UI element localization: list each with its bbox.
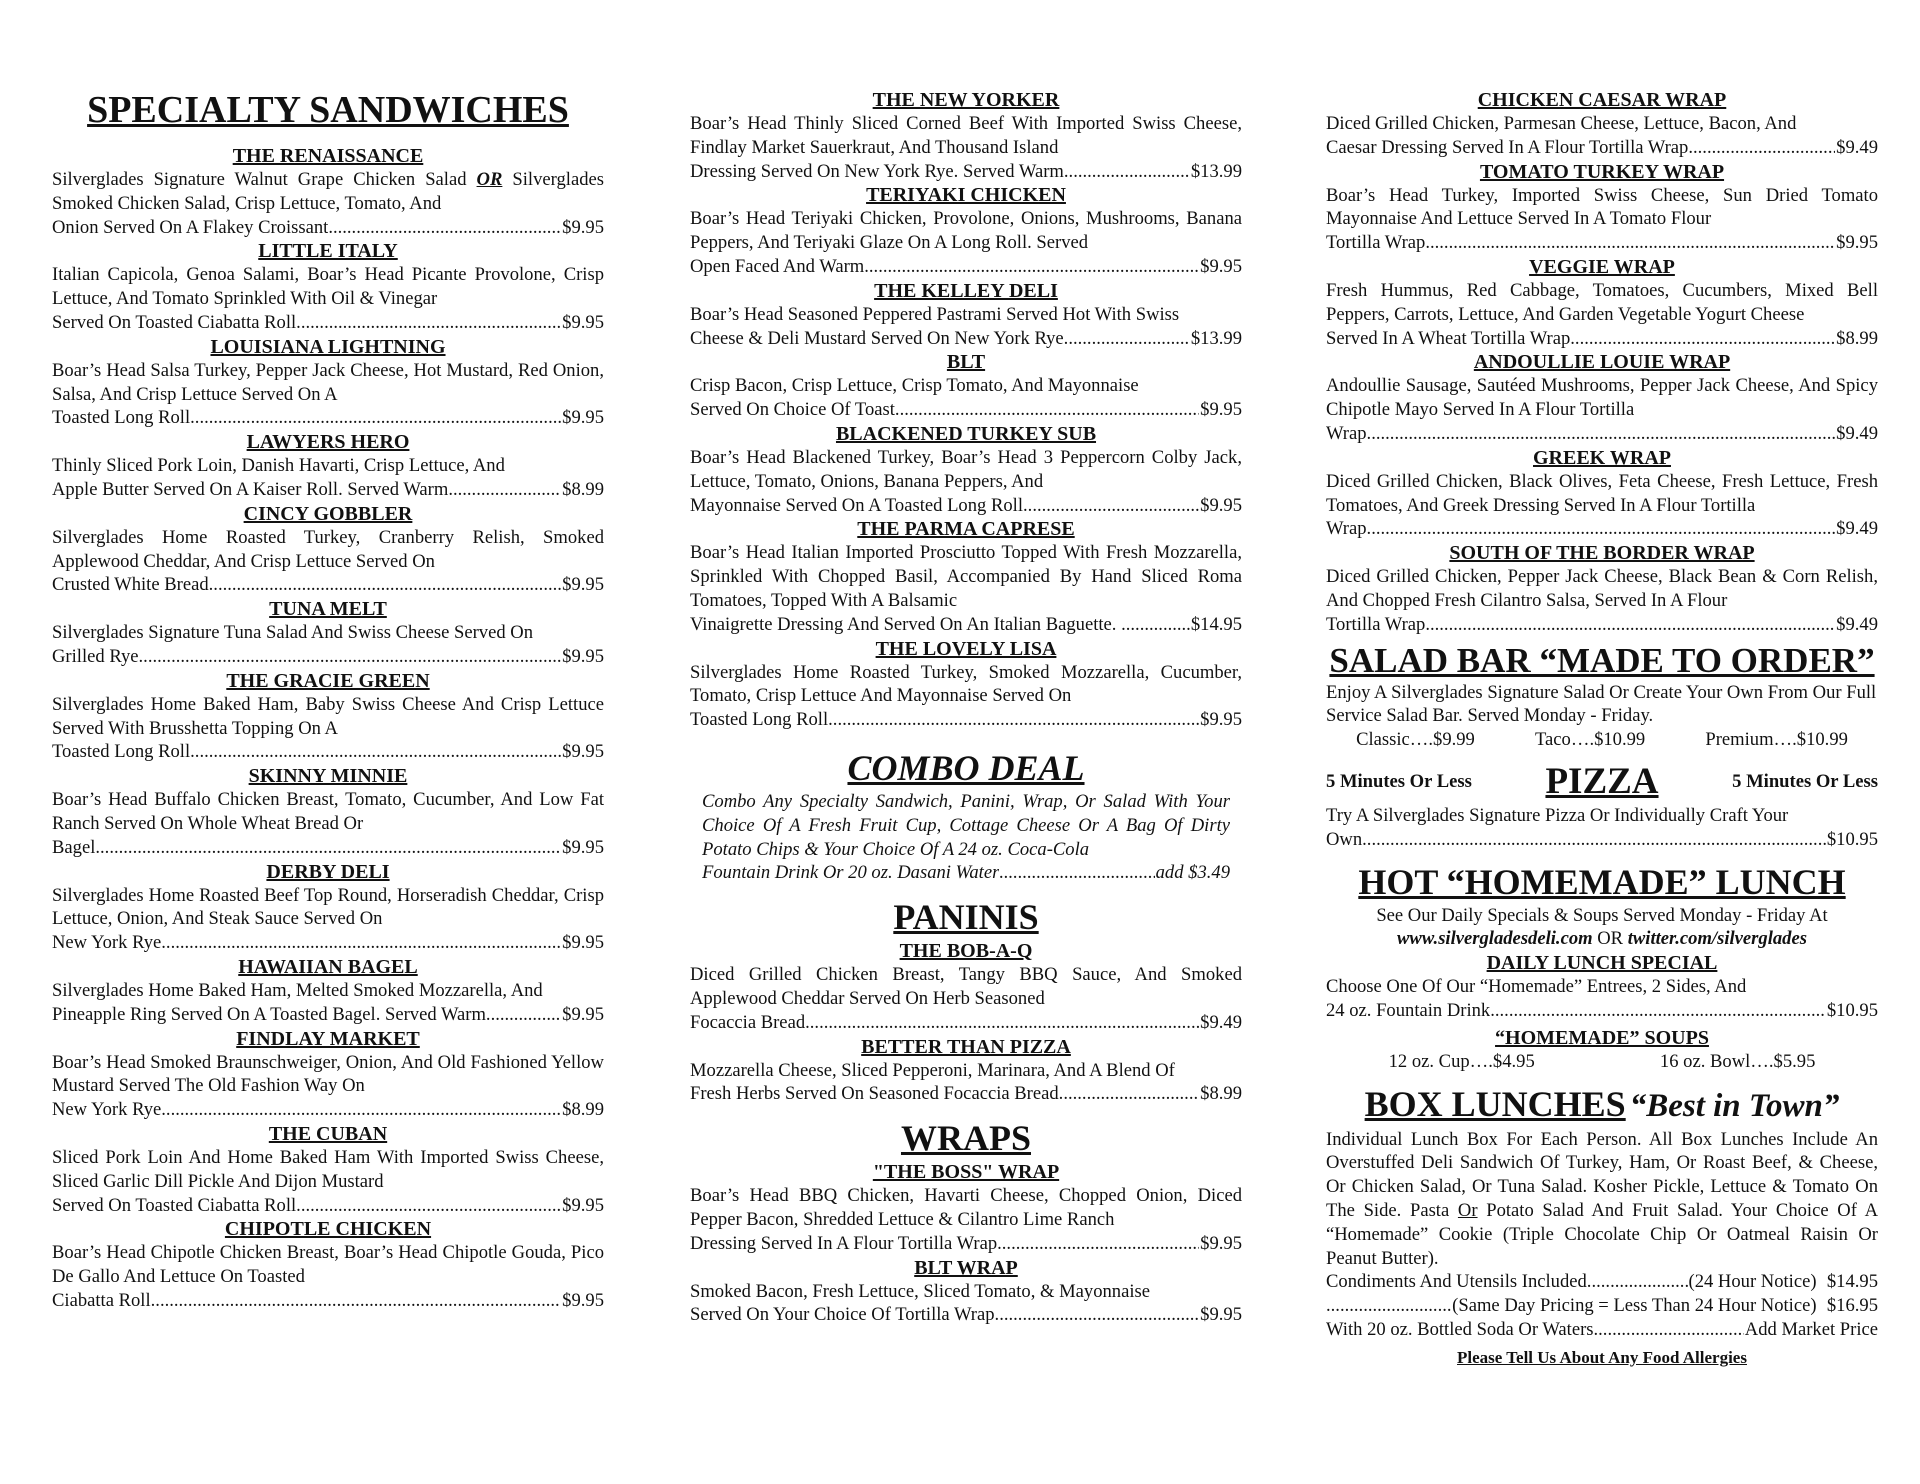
price-line: Focaccia Bread ..... $9.49: [690, 1011, 1242, 1035]
item-name: CINCY GOBBLER: [243, 502, 413, 525]
item-name: TUNA MELT: [269, 598, 387, 621]
price: $9.49: [1836, 136, 1878, 158]
menu-item: [1326, 446, 1878, 541]
item-description: Smoked Bacon, Fresh Lettuce, Sliced Tomato, & Mayonnaise: [690, 1280, 1151, 1302]
item-name: THE KELLEY DELI: [874, 279, 1058, 302]
item-description: Silverglades Signature Tuna Salad And Swiss Cheese Served On: [52, 622, 534, 644]
box-lunch-title: BOX LUNCHES: [1364, 1083, 1626, 1124]
menu-item: [690, 1035, 1242, 1107]
column-right: [1326, 88, 1878, 1370]
price: $9.95: [1200, 494, 1242, 516]
price-line: Tortilla Wrap ..... $9.49: [1326, 613, 1878, 637]
menu-item: [690, 517, 1242, 636]
soups-name: “HOMEMADE” SOUPS: [1495, 1026, 1709, 1049]
item-name: DERBY DELI: [266, 860, 390, 883]
specialty-title: SPECIALTY SANDWICHES: [87, 89, 569, 131]
soup-bowl: 16 oz. Bowl….$5.95: [1659, 1050, 1816, 1072]
menu-item: [690, 279, 1242, 351]
item-name: BLT: [946, 351, 986, 374]
item-description: Silverglades Home Roasted Turkey, Cranberry Relish, Smoked Applewood Cheddar, And Crisp Lettuce Served On: [52, 526, 604, 572]
price: $9.95: [562, 836, 604, 858]
paninis-title: PANINIS: [893, 897, 1039, 938]
hot-lunch-line: See Our Daily Specials & Soups Served Monday - Friday At: [1376, 904, 1828, 926]
box-lunch-tagline: “Best in Town”: [1629, 1087, 1840, 1124]
price: $9.95: [562, 311, 604, 333]
price: $9.95: [562, 645, 604, 667]
price-line: Cheese & Deli Mustard Served On New York Rye ..... $13.99: [690, 327, 1242, 351]
menu-item: [52, 430, 604, 502]
price-line: Grilled Rye ..... $9.95: [52, 645, 604, 669]
combo-price: add $3.49: [1155, 862, 1230, 884]
item-description: Silverglades Home Baked Ham, Baby Swiss Cheese And Crisp Lettuce Served With Brusshetta Topping On A: [52, 693, 604, 739]
price-line: New York Rye ..... $8.99: [52, 1098, 604, 1122]
price-line: Served On Toasted Ciabatta Roll ..... $9.95: [52, 1194, 604, 1218]
price: $8.99: [562, 478, 604, 500]
price-line: Ciabatta Roll ..... $9.95: [52, 1289, 604, 1313]
menu-item: [52, 144, 604, 239]
price: $8.99: [562, 1099, 604, 1121]
item-name: HAWAIIAN BAGEL: [238, 955, 418, 978]
price-line: Crusted White Bread ..... $9.95: [52, 573, 604, 597]
menu-item: [690, 1160, 1242, 1255]
item-name: FINDLAY MARKET: [236, 1027, 420, 1050]
menu-item: [690, 422, 1242, 517]
soup-cup: 12 oz. Cup….$4.95: [1388, 1050, 1535, 1072]
item-description: Boar’s Head Buffalo Chicken Breast, Tomato, Cucumber, And Low Fat Ranch Served On Whole Wheat Bread Or: [52, 789, 604, 834]
price-line: New York Rye ..... $9.95: [52, 931, 604, 955]
salad-title: SALAD BAR “MADE TO ORDER”: [1329, 640, 1875, 680]
menu-item: [52, 669, 604, 764]
menu-item: [1326, 160, 1878, 255]
salad-prices: [1326, 728, 1878, 752]
item-description: Diced Grilled Chicken, Pepper Jack Cheese, Black Bean & Corn Relish, And Chopped Fresh Cilantro Salsa, Served In A Flour: [1326, 566, 1878, 611]
price-line: Dressing Served On New York Rye. Served Warm ..... $13.99: [690, 160, 1242, 184]
twitter-link[interactable]: twitter.com/silverglades: [1627, 928, 1807, 950]
item-description: Silverglades Signature Walnut Grape Chicken Salad OR Silverglades Smoked Chicken Salad, Crisp Lettuce, Tomato, And: [52, 169, 604, 214]
price: $9.95: [562, 741, 604, 763]
price-line: Open Faced And Warm ..... $9.95: [690, 255, 1242, 279]
column-middle: [690, 88, 1242, 1327]
price: $13.99: [1190, 160, 1242, 182]
wraps-title: WRAPS: [900, 1118, 1031, 1159]
price: $9.95: [562, 407, 604, 429]
box-price-2: $16.95: [1826, 1295, 1878, 1317]
price-line: Vinaigrette Dressing And Served On An Italian Baguette. . ..... $14.95: [690, 613, 1242, 637]
item-name: CHICKEN CAESAR WRAP: [1477, 89, 1727, 111]
item-name: TERIYAKI CHICKEN: [866, 184, 1066, 207]
item-name: SOUTH OF THE BORDER WRAP: [1449, 542, 1755, 565]
item-description: Boar’s Head Smoked Braunschweiger, Onion, And Old Fashioned Yellow Mustard Served The Old Fashion Way On: [52, 1051, 604, 1097]
price: $9.95: [1200, 255, 1242, 277]
item-name: LAWYERS HERO: [246, 431, 410, 454]
salad-premium: Premium….$10.99: [1705, 729, 1848, 751]
price-line: Served On Your Choice Of Tortilla Wrap ..... $9.95: [690, 1303, 1242, 1327]
item-name: CHIPOTLE CHICKEN: [224, 1218, 432, 1241]
box-price-line-2: ..... (Same Day Pricing = Less Than 24 Hour Notice) $16.95: [1326, 1294, 1878, 1318]
item-name: LOUISIANA LIGHTNING: [210, 335, 446, 358]
menu-item: [52, 764, 604, 859]
item-description: Silverglades Home Baked Ham, Melted Smoked Mozzarella, And: [52, 979, 543, 1001]
price-line: Wrap ..... $9.49: [1326, 422, 1878, 446]
item-description: Silverglades Home Roasted Beef Top Round, Horseradish Cheddar, Crisp Lettuce, Onion, And Steak Sauce Served On: [52, 884, 604, 930]
pizza-price-line: Own ..... $10.95: [1326, 828, 1878, 852]
price: $9.95: [1200, 709, 1242, 731]
item-name: TOMATO TURKEY WRAP: [1479, 160, 1725, 183]
daily-special-price-line: 24 oz. Fountain Drink ..... $10.95: [1326, 999, 1878, 1023]
item-name: BETTER THAN PIZZA: [861, 1035, 1071, 1058]
item-description: Diced Grilled Chicken, Black Olives, Feta Cheese, Fresh Lettuce, Fresh Tomatoes, And Greek Dressing Served In A Flour Tortilla: [1326, 470, 1878, 516]
item-name: THE GRACIE GREEN: [226, 669, 430, 692]
item-name: GREEK WRAP: [1533, 446, 1671, 469]
price-line: Apple Butter Served On A Kaiser Roll. Served Warm ..... $8.99: [52, 478, 604, 502]
item-name: LITTLE ITALY: [258, 240, 398, 263]
price: $9.49: [1836, 518, 1878, 540]
hot-lunch-title: HOT “HOMEMADE” LUNCH: [1358, 861, 1846, 902]
menu-item: [690, 183, 1242, 278]
pizza-description: Try A Silverglades Signature Pizza Or Individually Craft Your: [1326, 804, 1789, 826]
price-line: Onion Served On A Flakey Croissant ..... $9.95: [52, 216, 604, 240]
menu-item: [52, 860, 604, 955]
price-line: Toasted Long Roll ..... $9.95: [690, 708, 1242, 732]
item-description: Mozzarella Cheese, Sliced Pepperoni, Marinara, And A Blend Of: [690, 1059, 1175, 1081]
menu-item: [690, 637, 1242, 732]
salad-description: Enjoy A Silverglades Signature Salad Or Create Your Own From Our Full Service Salad Bar. Served Monday - Friday.: [1326, 681, 1877, 727]
menu-item: [690, 939, 1242, 1034]
daily-special-price: $10.95: [1826, 999, 1878, 1021]
price: $9.95: [562, 1289, 604, 1311]
item-name: BLT WRAP: [914, 1256, 1018, 1279]
item-description: Boar’s Head Teriyaki Chicken, Provolone, Onions, Mushrooms, Banana Peppers, And Teriyaki Glaze On A Long Roll. Served: [690, 208, 1242, 254]
price-line: Dressing Served In A Flour Tortilla Wrap ..... $9.95: [690, 1232, 1242, 1256]
price: $9.95: [562, 1003, 604, 1025]
daily-special-name: DAILY LUNCH SPECIAL: [1486, 952, 1718, 975]
item-name: BLACKENED TURKEY SUB: [835, 422, 1097, 445]
menu-item: [1326, 88, 1878, 160]
item-name: ANDOULLIE LOUIE WRAP: [1473, 351, 1731, 374]
salad-classic: Classic….$9.99: [1356, 729, 1475, 751]
menu-item: [52, 955, 604, 1027]
price-line: Served On Toasted Ciabatta Roll ..... $9.95: [52, 311, 604, 335]
item-description: Sliced Pork Loin And Home Baked Ham With Imported Swiss Cheese, Sliced Garlic Dill Pickle And Dijon Mustard: [52, 1146, 604, 1192]
price-line: Bagel ..... $9.95: [52, 836, 604, 860]
combo-title: COMBO DEAL: [847, 747, 1085, 788]
item-name: THE PARMA CAPRESE: [857, 518, 1075, 541]
price: $9.95: [562, 574, 604, 596]
price-line: Pineapple Ring Served On A Toasted Bagel. Served Warm. ..... $9.95: [52, 1003, 604, 1027]
box-lunch-header: [1326, 1082, 1878, 1128]
price: $14.95: [1190, 613, 1242, 635]
box-price-line-1: Condiments And Utensils Included. ..... (24 Hour Notice) $14.95: [1326, 1270, 1878, 1294]
pizza-left-note: 5 Minutes Or Less: [1326, 770, 1472, 792]
item-description: Fresh Hummus, Red Cabbage, Tomatoes, Cucumbers, Mixed Bell Peppers, Carrots, Lettuce, And Garden Vegetable Yogurt Cheese: [1326, 279, 1878, 325]
menu-item: [52, 335, 604, 430]
pizza-right-note: 5 Minutes Or Less: [1732, 770, 1878, 792]
website-link[interactable]: www.silvergladesdeli.com: [1397, 928, 1593, 950]
item-description: Diced Grilled Chicken Breast, Tangy BBQ Sauce, And Smoked Applewood Cheddar Served On Herb Seasoned: [690, 964, 1242, 1009]
price-line: Toasted Long Roll ..... $9.95: [52, 406, 604, 430]
item-description: Boar’s Head Blackened Turkey, Boar’s Head 3 Peppercorn Colby Jack, Lettuce, Tomato, Onions, Banana Peppers, And: [690, 446, 1242, 492]
menu-item: [690, 88, 1242, 183]
box-price-line-3: With 20 oz. Bottled Soda Or Waters ..... Add Market Price: [1326, 1318, 1878, 1342]
price-line: Wrap ..... $9.49: [1326, 517, 1878, 541]
price: $9.95: [1200, 1232, 1242, 1254]
price-line: Tortilla Wrap ..... $9.95: [1326, 231, 1878, 255]
menu-item: [1326, 541, 1878, 636]
pizza-title: PIZZA: [1545, 760, 1659, 802]
price: $8.99: [1200, 1083, 1242, 1105]
price-line: Mayonnaise Served On A Toasted Long Roll ..... $9.95: [690, 494, 1242, 518]
item-description: Diced Grilled Chicken, Parmesan Cheese, Lettuce, Bacon, And: [1326, 113, 1797, 134]
combo-description: Combo Any Specialty Sandwich, Panini, Wrap, Or Salad With Your Choice Of A Fresh Fruit Cup, Cottage Cheese Or A Bag Of Dirty Potato Chips & Your Choice Of A 24 oz. Coca-Cola: [702, 790, 1230, 860]
pizza-price: $10.95: [1826, 828, 1878, 850]
item-description: Boar’s Head Seasoned Peppered Pastrami Served Hot With Swiss: [690, 303, 1180, 325]
daily-special-description: Choose One Of Our “Homemade” Entrees, 2 Sides, And: [1326, 976, 1747, 998]
column-specialty: [52, 88, 604, 1313]
item-description: Silverglades Home Roasted Turkey, Smoked Mozzarella, Cucumber, Tomato, Crisp Lettuce And Mayonnaise Served On: [690, 661, 1242, 707]
price: $9.95: [1836, 232, 1878, 254]
item-name: VEGGIE WRAP: [1529, 255, 1675, 278]
item-name: THE LOVELY LISA: [875, 637, 1057, 660]
price: $9.95: [1200, 1304, 1242, 1326]
combo-price-line: Fountain Drink Or 20 oz. Dasani Water ..... add $3.49: [690, 861, 1242, 885]
price: $13.99: [1190, 327, 1242, 349]
price: $9.49: [1836, 613, 1878, 635]
menu-item: [52, 239, 604, 334]
pizza-header: [1326, 760, 1878, 804]
price: $9.49: [1200, 1011, 1242, 1033]
price-line: Fresh Herbs Served On Seasoned Focaccia Bread ..... $8.99: [690, 1082, 1242, 1106]
item-description: Thinly Sliced Pork Loin, Danish Havarti, Crisp Lettuce, And: [52, 455, 505, 477]
item-description: Italian Capicola, Genoa Salami, Boar’s Head Picante Provolone, Crisp Lettuce, And Tomato Sprinkled With Oil & Vinegar: [52, 264, 604, 310]
item-name: SKINNY MINNIE: [248, 765, 408, 788]
item-name: THE BOB-A-Q: [899, 940, 1033, 963]
item-description: Crisp Bacon, Crisp Lettuce, Crisp Tomato, And Mayonnaise: [690, 375, 1139, 397]
menu-item: [1326, 255, 1878, 350]
menu-item: [690, 1256, 1242, 1328]
box-price-3: Add Market Price: [1744, 1318, 1878, 1340]
price-line: Caesar Dressing Served In A Flour Tortilla Wrap ..... $9.49: [1326, 136, 1878, 160]
menu-item: [52, 1122, 604, 1217]
item-description: Boar’s Head Turkey, Imported Swiss Cheese, Sun Dried Tomato Mayonnaise And Lettuce Served In A Tomato Flour: [1326, 184, 1878, 230]
salad-taco: Taco….$10.99: [1534, 729, 1646, 751]
price-line: Toasted Long Roll ..... $9.95: [52, 740, 604, 764]
box-price-1: $14.95: [1826, 1271, 1878, 1293]
box-lunch-description: Individual Lunch Box For Each Person. All Box Lunches Include An Overstuffed Deli Sandwich Of Turkey, Ham, Or Roast Beef, & Cheese, Or Chicken Salad, Or Tuna Salad. Kosher Pickle, Lettuce & Tomato On The Side. Pasta Or Potato Salad And Fruit Salad. Your Choice Of A “Homemade” Cookie (Triple Chocolate Chip Or Oatmeal Raisin Or Peanut Butter).: [1326, 1128, 1878, 1269]
item-description: Boar’s Head Chipotle Chicken Breast, Boar’s Head Chipotle Gouda, Pico De Gallo And Lettuce On Toasted: [52, 1242, 604, 1288]
item-description: Boar’s Head Thinly Sliced Corned Beef With Imported Swiss Cheese, Findlay Market Sauerkraut, And Thousand Island: [690, 113, 1242, 158]
item-description: Boar’s Head Italian Imported Prosciutto Topped With Fresh Mozzarella, Sprinkled With Chopped Basil, Accompanied By Hand Sliced Roma Tomatoes, Topped With A Balsamic: [690, 542, 1242, 611]
price: $8.99: [1836, 327, 1878, 349]
item-name: THE CUBAN: [268, 1122, 388, 1145]
item-description: Boar’s Head Salsa Turkey, Pepper Jack Cheese, Hot Mustard, Red Onion, Salsa, And Crisp Lettuce Served On A: [52, 359, 604, 405]
price: $9.95: [562, 1194, 604, 1216]
menu-item: [1326, 350, 1878, 445]
price: $9.49: [1836, 422, 1878, 444]
price: $9.95: [562, 932, 604, 954]
price: $9.95: [1200, 399, 1242, 421]
item-name: THE NEW YORKER: [872, 89, 1060, 111]
menu-item: [52, 1027, 604, 1122]
soup-prices: [1326, 1050, 1878, 1074]
price-line: Served On Choice Of Toast ..... $9.95: [690, 398, 1242, 422]
menu-item: [690, 350, 1242, 422]
price: $9.95: [562, 216, 604, 238]
item-name: THE RENAISSANCE: [232, 145, 424, 167]
item-description: Andoullie Sausage, Sautéed Mushrooms, Pepper Jack Cheese, And Spicy Chipotle Mayo Served In A Flour Tortilla: [1326, 375, 1878, 421]
item-name: "THE BOSS" WRAP: [872, 1161, 1060, 1184]
allergy-notice: Please Tell Us About Any Food Allergies: [1457, 1347, 1747, 1367]
hot-lunch-links: www.silvergladesdeli.com OR twitter.com/silverglades: [1397, 928, 1807, 950]
item-description: Boar’s Head BBQ Chicken, Havarti Cheese, Chopped Onion, Diced Pepper Bacon, Shredded Lettuce & Cilantro Lime Ranch: [690, 1185, 1242, 1230]
price-line: Served In A Wheat Tortilla Wrap ..... $8.99: [1326, 327, 1878, 351]
menu-item: [52, 1217, 604, 1312]
menu-item: [52, 502, 604, 597]
menu-item: [52, 597, 604, 669]
